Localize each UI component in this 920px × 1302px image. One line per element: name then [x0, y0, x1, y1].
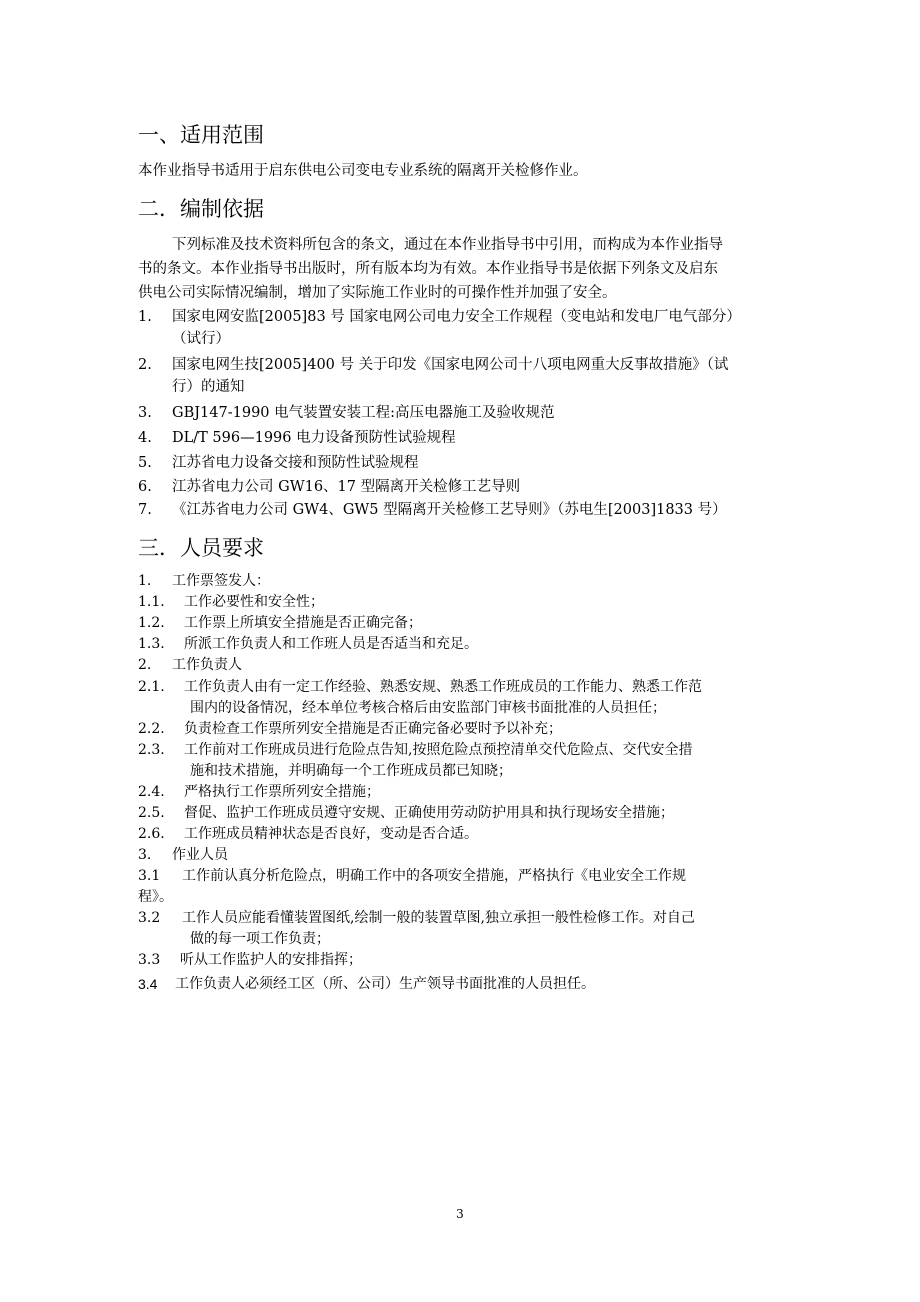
- item-text: 负责检查工作票所列安全措施是否正确完备必要时予以补充；: [184, 721, 562, 737]
- section-heading-basis: 二．编制依据: [138, 197, 264, 221]
- reference-number: 4.: [138, 430, 152, 446]
- basis-intro-line: 下列标准及技术资料所包含的条文，通过在本作业指导书中引用，而构成为本作业指导: [172, 237, 723, 253]
- item-text: 工作人员应能看懂装置图纸,绘制一般的装置草图,独立承担一般性检修工作。对自己: [182, 910, 695, 926]
- item-text: 工作票签发人：: [172, 573, 270, 589]
- item-text: 工作票上所填安全措施是否正确完备；: [184, 615, 422, 631]
- item-number: 2.3.: [138, 742, 165, 758]
- reference-text: DL/T 596—1996 电力设备预防性试验规程: [172, 430, 456, 446]
- scope-paragraph: 本作业指导书适用于启东供电公司变电专业系统的隔离开关检修作业。: [138, 163, 588, 179]
- item-text: 施和技术措施，并明确每一个工作班成员都已知晓；: [190, 763, 512, 779]
- item-text: 工作负责人必须经工区（所、公司）生产领导书面批准的人员担任。: [175, 976, 595, 992]
- reference-text: 江苏省电力公司 GW16、17 型隔离开关检修工艺导则: [172, 479, 521, 495]
- reference-number: 1.: [138, 309, 152, 325]
- item-text: 围内的设备情况，经本单位考核合格后由安监部门审核书面批准的人员担任；: [190, 700, 666, 716]
- item-text: 工作负责人由有一定工作经验、熟悉安规、熟悉工作班成员的工作能力、熟悉工作范: [184, 679, 702, 695]
- basis-intro-line: 书的条文。本作业指导书出版时，所有版本均为有效。本作业指导书是依据下列条文及启东: [138, 261, 718, 277]
- item-number: 3.4: [138, 976, 158, 992]
- section-heading-scope: 一、适用范围: [138, 123, 264, 147]
- item-number: 2.: [138, 657, 152, 673]
- item-text: 作业人员: [172, 847, 228, 863]
- reference-text: GBJ147-1990 电气装置安装工程:高压电器施工及验收规范: [172, 405, 555, 421]
- item-text: 程》。: [138, 889, 173, 905]
- item-text: 工作必要性和安全性；: [184, 594, 324, 610]
- item-number: 2.6.: [138, 826, 165, 842]
- reference-text: 行）的通知: [172, 379, 245, 395]
- reference-number: 2.: [138, 357, 152, 373]
- item-text: 工作班成员精神状态是否良好，变动是否合适。: [184, 826, 478, 842]
- item-text: 督促、监护工作班成员遵守安规、正确使用劳动防护用具和执行现场安全措施；: [184, 805, 674, 821]
- item-number: 3.2: [138, 910, 161, 926]
- item-text: 工作负责人: [172, 657, 242, 673]
- reference-text: 国家电网安监[2005]83 号 国家电网公司电力安全工作规程（变电站和发电厂电气部分）: [172, 309, 741, 325]
- reference-number: 7.: [138, 502, 152, 518]
- item-number: 2.1.: [138, 679, 165, 695]
- reference-number: 6.: [138, 479, 152, 495]
- reference-text: 江苏省电力设备交接和预防性试验规程: [172, 455, 419, 471]
- item-number: 2.5.: [138, 805, 165, 821]
- item-number: 3.: [138, 847, 152, 863]
- reference-number: 5.: [138, 455, 152, 471]
- item-number: 3.1: [138, 868, 161, 884]
- item-number: 1.3.: [138, 636, 165, 652]
- item-number: 1.2.: [138, 615, 165, 631]
- section-heading-personnel: 三．人员要求: [138, 536, 264, 560]
- item-text: 做的每一项工作负责；: [190, 931, 330, 947]
- item-number: 3.3: [138, 952, 161, 968]
- item-number: 2.2.: [138, 721, 165, 737]
- reference-text: 国家电网生技[2005]400 号 关于印发《国家电网公司十八项电网重大反事故措施》（试: [172, 357, 729, 373]
- item-text: 所派工作负责人和工作班人员是否适当和充足。: [184, 636, 478, 652]
- reference-text: 《江苏省电力公司 GW4、GW5 型隔离开关检修工艺导则》（苏电生[2003]1833 号）: [172, 502, 727, 518]
- page-number: 3: [456, 1207, 464, 1221]
- item-text: 工作前对工作班成员进行危险点告知,按照危险点预控清单交代危险点、交代安全措: [184, 742, 693, 758]
- basis-intro-line: 供电公司实际情况编制，增加了实际施工作业时的可操作性并加强了安全。: [138, 285, 617, 301]
- item-text: 严格执行工作票所列安全措施；: [184, 784, 380, 800]
- reference-text: （试行）: [172, 331, 230, 347]
- reference-number: 3.: [138, 405, 152, 421]
- item-number: 1.1.: [138, 594, 165, 610]
- item-text: 工作前认真分析危险点，明确工作中的各项安全措施，严格执行《电业安全工作规: [182, 868, 686, 884]
- item-number: 2.4.: [138, 784, 165, 800]
- item-number: 1.: [138, 573, 152, 589]
- item-text: 听从工作监护人的安排指挥；: [180, 952, 362, 968]
